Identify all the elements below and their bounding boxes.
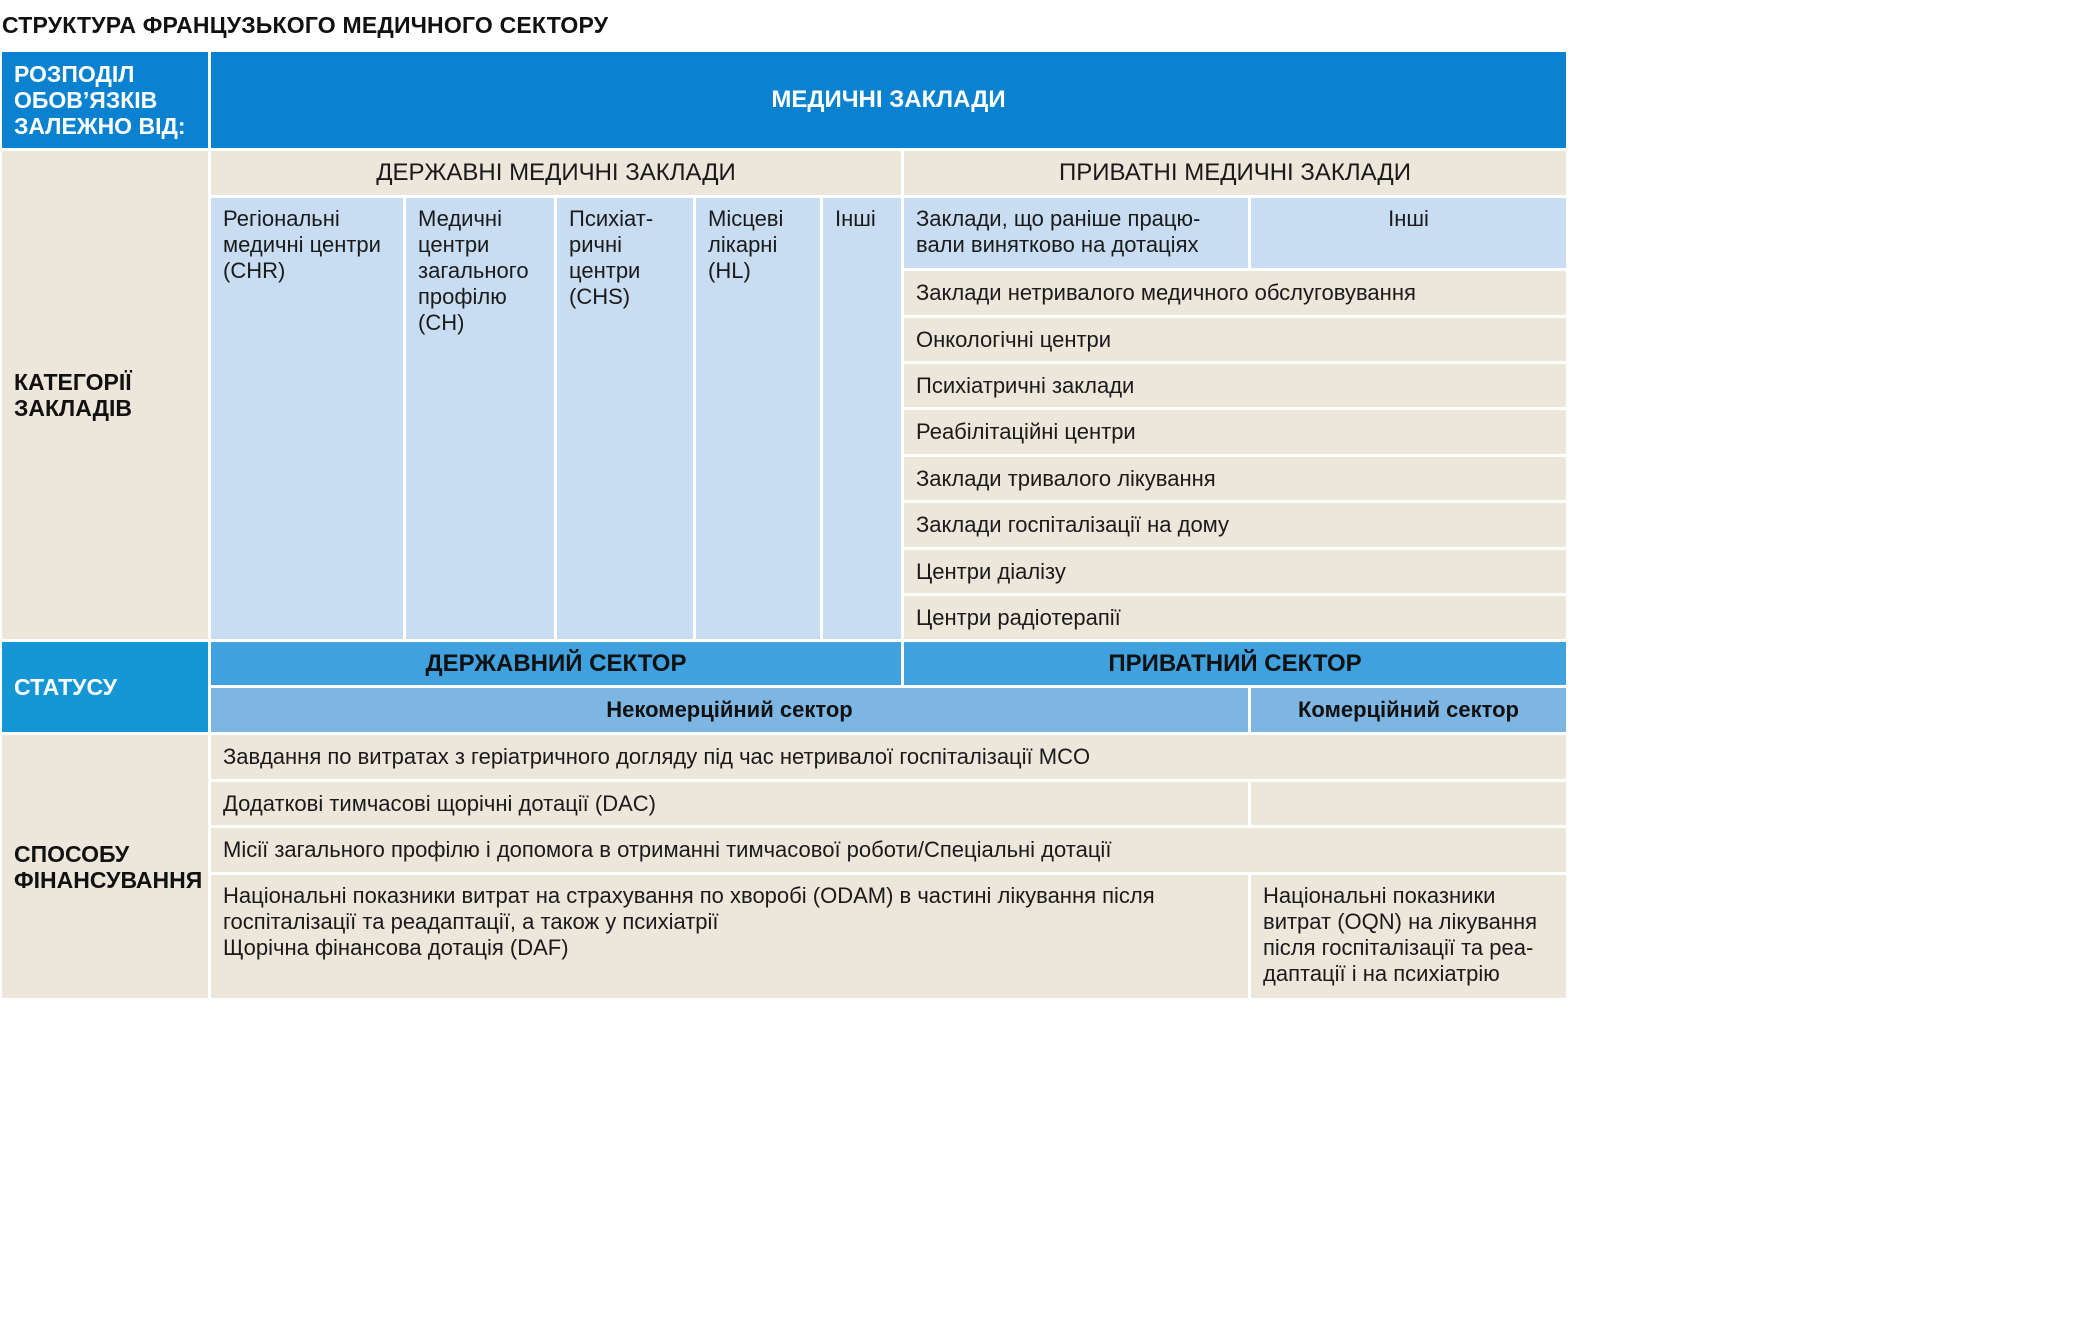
private-row: Психіатричні заклади [904, 364, 1566, 407]
public-sector-header: ДЕРЖАВНИЙ СЕКТОР [211, 642, 901, 685]
private-subsidized: Заклади, що раніше працю- вали винятково на дотаціях [904, 198, 1248, 268]
financing-row-dac-empty [1251, 782, 1566, 825]
private-row: Центри радіотерапії [904, 596, 1566, 639]
public-col-ch: Медичні центри загального профілю (CH) [406, 198, 554, 639]
public-col-others: Інші [823, 198, 901, 639]
page-title: СТРУКТУРА ФРАНЦУЗЬКОГО МЕДИЧНОГО СЕКТОРУ [2, 12, 609, 38]
private-row: Заклади нетривалого медичного обслуговування [904, 271, 1566, 315]
commercial-sector: Комерційний сектор [1251, 688, 1566, 732]
financing-row-oqn: Національні показники витрат (OQN) на лікування після госпіталізації та реа- даптації і на психіатрію [1251, 875, 1566, 998]
noncommercial-sector: Некомерційний сектор [211, 688, 1248, 732]
row-header-financing: СПОСОБУ ФІНАНСУВАННЯ [2, 735, 208, 998]
public-col-hl: Місцеві лікарні (HL) [696, 198, 820, 639]
private-others: Інші [1251, 198, 1566, 268]
private-row: Заклади госпіталізації на дому [904, 503, 1566, 547]
financing-row-missions: Місії загального профілю і допомога в отриманні тимчасової роботи/Спеціальні дотації [211, 828, 1566, 872]
private-row: Онкологічні центри [904, 318, 1566, 361]
financing-row-odam: Національні показники витрат на страхування по хворобі (ODAM) в частині лікування після госпіталізації та реадаптації, а також у психіатрії Щорічна фінансова дотація (DAF) [211, 875, 1248, 998]
corner-header: РОЗПОДІЛ ОБОВ’ЯЗКІВ ЗАЛЕЖНО ВІД: [2, 52, 208, 148]
row-header-categories: КАТЕГОРІЇ ЗАКЛАДІВ [2, 151, 208, 639]
public-col-chs: Психіат- ричні центри (CHS) [557, 198, 693, 639]
private-row: Заклади тривалого лікування [904, 457, 1566, 500]
private-row: Реабілітаційні центри [904, 410, 1566, 454]
financing-row-mco: Завдання по витратах з геріатричного догляду під час нетривалої госпіталізації MCO [211, 735, 1566, 779]
public-institutions-header: ДЕРЖАВНІ МЕДИЧНІ ЗАКЛАДИ [211, 151, 901, 195]
private-institutions-header: ПРИВАТНІ МЕДИЧНІ ЗАКЛАДИ [904, 151, 1566, 195]
medical-institutions-header: МЕДИЧНІ ЗАКЛАДИ [211, 52, 1566, 148]
financing-row-dac: Додаткові тимчасові щорічні дотації (DAC) [211, 782, 1248, 825]
private-sector-header: ПРИВАТНИЙ СЕКТОР [904, 642, 1566, 685]
row-header-status: СТАТУСУ [2, 642, 208, 732]
public-col-chr: Регіональні медичні центри (CHR) [211, 198, 403, 639]
private-row: Центри діалізу [904, 550, 1566, 593]
